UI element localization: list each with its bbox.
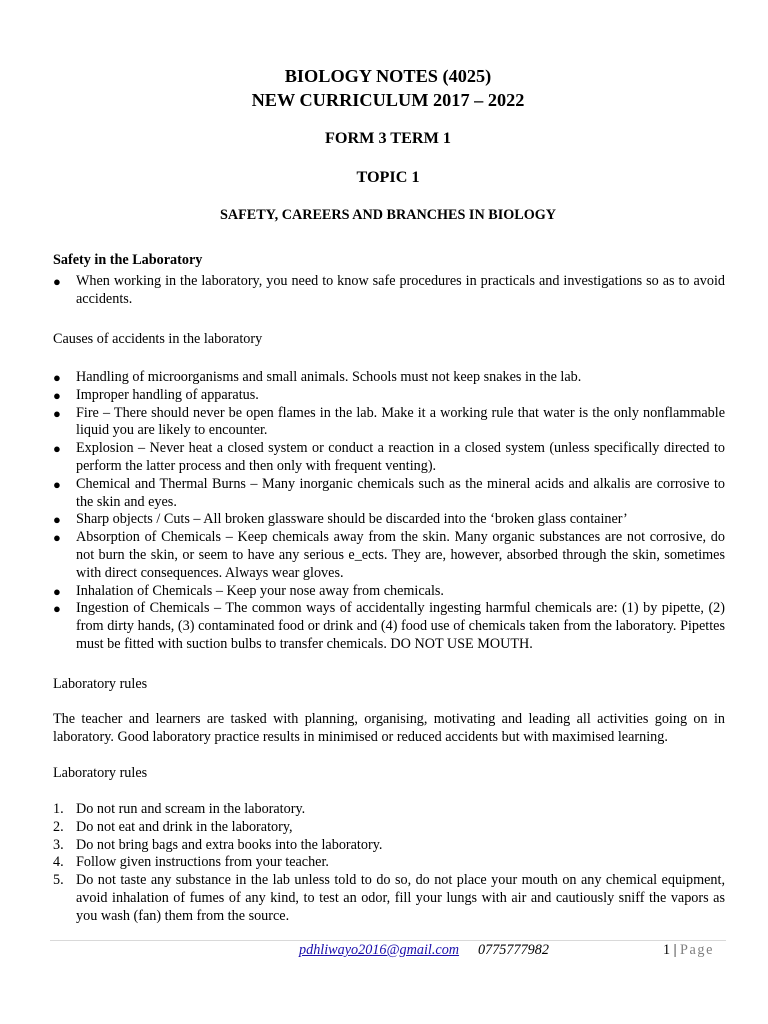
list-item bbox=[53, 440, 725, 476]
list-item-text: Do not run and scream in the laboratory. bbox=[76, 801, 306, 817]
bullet-icon: ● bbox=[53, 476, 61, 492]
list-item bbox=[53, 801, 725, 819]
list-item bbox=[53, 387, 725, 405]
form-term-heading: FORM 3 TERM 1 bbox=[324, 129, 452, 147]
list-item-text: Fire – There should never be open flames in the lab. Make it a working rule that water is the only nonflammable liquid you are likely to encounter. bbox=[76, 404, 725, 439]
list-item-text: Follow given instructions from your teacher. bbox=[76, 854, 329, 871]
bullet-icon: ● bbox=[53, 405, 61, 421]
topic-heading: TOPIC 1 bbox=[356, 168, 420, 186]
list-item bbox=[53, 369, 725, 387]
bullet-icon: ● bbox=[53, 583, 61, 599]
list-item bbox=[53, 837, 725, 855]
list-item-text: Do not eat and drink in the laboratory, bbox=[76, 818, 293, 835]
bullet-icon: ● bbox=[53, 370, 61, 385]
list-item-text: Do not taste any substance in the lab unless told to do so, do not place your mouth on any chemical equipment, avoid inhalation of fumes of any kind, to test an odor, fill your lungs with air and cautiously sniff the vapors as you wash (fan) them from the source. bbox=[76, 872, 725, 924]
list-item-text: Inhalation of Chemicals – Keep your nose away from chemicals. bbox=[76, 582, 444, 599]
list-item bbox=[53, 476, 725, 512]
list-item bbox=[53, 273, 725, 309]
list-item-text: Handling of microorganisms and small animals. Schools must not keep snakes in the lab. bbox=[76, 369, 582, 385]
bullet-icon: ● bbox=[53, 441, 61, 457]
causes-list bbox=[53, 369, 725, 654]
list-item bbox=[53, 872, 725, 925]
list-number: 3. bbox=[53, 836, 64, 853]
footer-page-number bbox=[663, 942, 714, 960]
list-item-text: Absorption of Chemicals – Keep chemicals away from the skin. Many organic substances are not corrosive, do not burn the skin, or seem to have any serious e_ects. They are, however, absorbed through the skin, sometimes with direct consequences. Always wear gloves. bbox=[76, 529, 725, 581]
causes-heading: Causes of accidents in the laboratory bbox=[53, 331, 263, 347]
list-item bbox=[53, 405, 725, 441]
curriculum-title: NEW CURRICULUM 2017 – 2022 bbox=[251, 90, 525, 110]
bullet-icon: ● bbox=[53, 601, 61, 617]
safety-intro-list bbox=[53, 273, 725, 309]
list-number: 1. bbox=[53, 801, 64, 817]
bullet-icon: ● bbox=[53, 387, 61, 403]
list-item-text: Improper handling of apparatus. bbox=[76, 386, 259, 403]
list-item bbox=[53, 511, 725, 529]
document-title: BIOLOGY NOTES (4025) bbox=[284, 66, 492, 86]
list-number: 4. bbox=[53, 854, 64, 871]
page-separator: | bbox=[673, 942, 677, 958]
rules-list bbox=[53, 801, 725, 926]
topic-subtitle: SAFETY, CAREERS AND BRANCHES IN BIOLOGY bbox=[219, 207, 557, 223]
list-number: 2. bbox=[53, 818, 64, 835]
rules-intro-heading: Laboratory rules bbox=[53, 676, 148, 692]
list-item bbox=[53, 583, 725, 601]
list-item bbox=[53, 529, 725, 582]
rules-intro-paragraph: The teacher and learners are tasked with planning, organising, motivating and leading all activities going on in laboratory. Good laboratory practice results in minimised or reduced accidents but with maximised learning. bbox=[53, 711, 725, 745]
safety-heading: Safety in the Laboratory bbox=[53, 252, 203, 268]
list-item-text: Ingestion of Chemicals – The common ways of accidentally ingesting harmful chemicals are: (1) by pipette, (2) from dirty hands, (3) contaminated food or drink and (4) food use of chemicals taken from the laboratory. Pipettes must be fitted with suction bulbs to transfer chemicals. DO NOT USE MOUTH. bbox=[76, 600, 725, 652]
list-item bbox=[53, 600, 725, 653]
list-item-text: Do not bring bags and extra books into the laboratory. bbox=[76, 836, 383, 853]
footer-email-link[interactable]: pdhliwayo2016@gmail.com bbox=[299, 942, 460, 958]
footer-divider bbox=[50, 940, 726, 941]
rules-heading: Laboratory rules bbox=[53, 765, 148, 781]
list-item bbox=[53, 819, 725, 837]
page-label: Page bbox=[680, 942, 714, 958]
list-item-text: Sharp objects / Cuts – All broken glassware should be discarded into the ‘broken glass container’ bbox=[76, 511, 628, 528]
bullet-icon: ● bbox=[53, 530, 61, 546]
bullet-icon: ● bbox=[53, 512, 61, 528]
list-item-text: Explosion – Never heat a closed system or conduct a reaction in a closed system (unless specifically directed to perform the latter process and then only with frequent venting). bbox=[76, 440, 725, 474]
list-item-text: Chemical and Thermal Burns – Many inorganic chemicals such as the mineral acids and alkalis are corrosive to the skin and eyes. bbox=[76, 475, 725, 510]
list-item-text: When working in the laboratory, you need to know safe procedures in practicals and investigations so as to avoid accidents. bbox=[76, 273, 725, 307]
bullet-icon: ● bbox=[53, 274, 61, 289]
list-number: 5. bbox=[53, 872, 64, 889]
footer-phone: 0775777982 bbox=[478, 942, 549, 958]
page-number: 1 bbox=[662, 942, 671, 958]
list-item bbox=[53, 854, 725, 872]
